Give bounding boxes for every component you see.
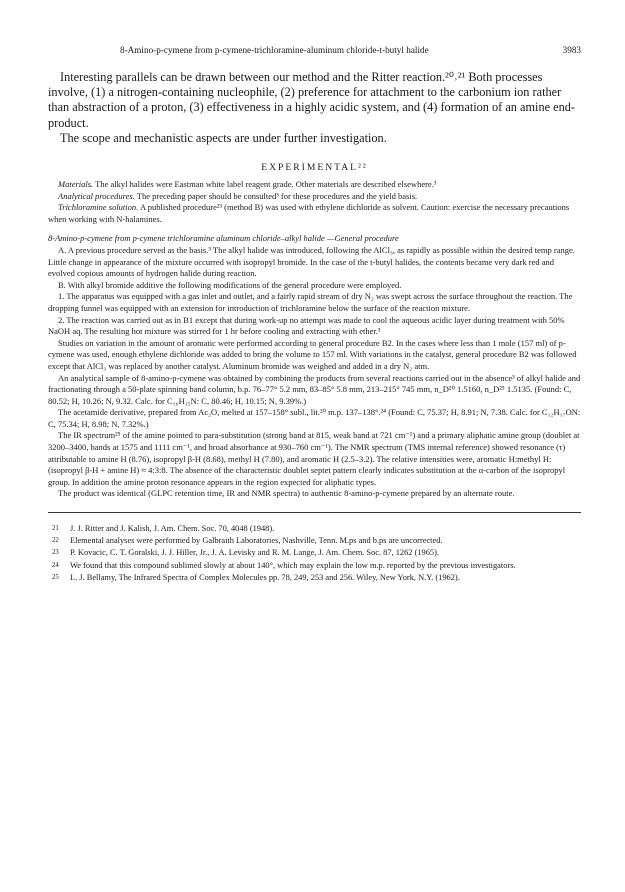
- intro-section: [48, 70, 581, 146]
- footnote: [48, 572, 581, 583]
- acetamide-paragraph: The acetamide derivative, prepared from Ac₂O, melted at 157–158° subl., lit.²⁰ m.p. 137–138°.²⁴ (Found: C, 75.37; H, 8.91; N, 7.38. Calc. for C₁₂H₁₇ON: C, 75.34; H, 8.98; N, 7.32%.): [48, 407, 581, 429]
- materials-label: Materials.: [58, 179, 94, 190]
- product-paragraph: The product was identical (GLPC retention time, IR and NMR spectra) to authentic 8-amino-p-cymene prepared by an alternate route.: [58, 488, 515, 499]
- footnote: [48, 535, 581, 546]
- procedure-b-paragraph: B. With alkyl bromide additive the following modifications of the general procedure were employed.: [58, 279, 402, 290]
- running-head: [48, 44, 581, 56]
- trichloramine-text: A published procedure²³ (method B) was used with ethylene dichloride as solvent. Caution: exercise the necessary precautions when working with N-halamines.: [48, 202, 570, 224]
- footnote: [48, 547, 581, 558]
- footnote-number: 21: [52, 525, 59, 533]
- studies-paragraph: Studies on variation in the amount of aromatic were performed according to general procedure B2. In the cases where less than 1 mole (157 ml) of p-cymene was used, enough ethylene dichloride was added to bring the volume to 157 ml. With variations in the catalyst, general procedure B2 was followed except that AlCl₃ was replaced by another catalyst. Aluminum bromide was weighed and added in a dry N₂ atm.: [48, 337, 577, 371]
- footnote-number: 23: [52, 549, 59, 557]
- experimental-section: [48, 179, 581, 500]
- materials-text: The alkyl halides were Eastman white label reagent grade. Other materials are described elsewhere.³: [93, 179, 437, 190]
- footnote-text: P. Kovacic, C. T. Goralski, J. J. Hiller, Jr., J. A. Levisky and R. M. Lange, J. Am. Chem. Soc. 87, 1262 (1965).: [70, 548, 439, 558]
- footnote-text: L. J. Bellamy, The Infrared Spectra of Complex Molecules pp. 78, 249, 253 and 256. Wiley, New York, N.Y. (1962).: [70, 572, 460, 582]
- procedure-subtitle: 8-Amino-p-cymene from p-cymene trichloramine aluminum chloride–alkyl halide —General procedure: [48, 233, 399, 244]
- section-gap: [48, 225, 581, 233]
- footnote: [48, 560, 581, 571]
- procedure-a-paragraph: A. A previous procedure served as the basis.³ The alkyl halide was introduced, following the AlCl₃, as rapidly as possible within the desired temp range. Little change in appearance of the mixture occurred with isopropyl bromide. In the case of the t-butyl halides, the contents became very dark red and evolved copious amounts of hydrogen halide during reaction.: [48, 244, 575, 279]
- trichloramine-label: Trichloramine solution.: [58, 202, 139, 213]
- analytical-text: The preceding paper should be consulted³ for these procedures and the yield basis.: [134, 190, 418, 201]
- materials-paragraph: [48, 179, 581, 191]
- footnote-text: J. J. Ritter and J. Kalish, J. Am. Chem. Soc. 70, 4048 (1948).: [70, 524, 275, 534]
- footnotes: [48, 523, 581, 583]
- procedure-b2-paragraph: 2. The reaction was carried out as in B1 except that during work-up no attempt was made to cool the aqueous acidic layer during treatment with 50% NaOH aq. The resulting hot mixture was stirred for 1 hr before cooling and extracting with ether.³: [48, 314, 565, 337]
- footnote-divider: [48, 512, 581, 513]
- analytical-sample-paragraph: An analytical sample of 8-amino-p-cymene was obtained by combining the products from several reactions carried out in the absence³ of alkyl halide and fractionating through a 50-plate spinning band column, b.p. 76–77° 5.2 mm, 83–85° 5.8 mm, 213–215° 745 mm, n_D²⁰ 1.5160, n_D²⁵ 1.5135. (Found: C, 80.52; H, 10.26; N, 9.32. Calc. for C₁₀H₁₅N: C, 80.46; H, 10.15; N, 9.39%.): [48, 372, 581, 406]
- procedure-b1-paragraph: 1. The apparatus was equipped with a gas inlet and outlet, and a fairly rapid stream of dry N₂ was swept across the surface throughout the reaction. The dropping funnel was equipped with an extension for introduction of trichloramine below the surface of the reaction mixture.: [48, 291, 573, 313]
- intro-paragraph-scope: The scope and mechanistic aspects are under further investigation.: [60, 130, 387, 145]
- ir-nmr-paragraph: The IR spectrum²⁵ of the amine pointed to para-substitution (strong band at 815, weak band at 721 cm⁻¹) and a primary aliphatic amine group (doublet at 3200–3400, bands at 1575 and 1111 cm⁻¹, and broad absorbance at 930–760 cm⁻¹). The NMR spectrum (TMS internal reference) showed resonance (τ) attributable to amine H (8.76), isopropyl β-H (8.68), methyl H (7.80), and aromatic H (2.5–3.2). The relative intensities were, aromatic H:methyl H:(isopropyl β-H + amine H) ≈ 4:3:8. The absence of the characteristic doublet septet pattern clearly indicates substitution at the α-carbon of the isopropyl group. In addition the amine proton resonance appears in the region expected for aliphatic types.: [48, 430, 580, 487]
- footnote-number: 22: [52, 537, 59, 545]
- analytical-paragraph: [48, 191, 581, 203]
- trichloramine-paragraph: [48, 202, 581, 225]
- footnote-number: 25: [52, 573, 59, 581]
- running-title: 8-Amino-p-cymene from p-cymene-trichloramine-aluminum chloride-t-butyl halide: [120, 45, 429, 55]
- page-number: 3983: [562, 45, 581, 55]
- intro-paragraph-ritter: Interesting parallels can be drawn between our method and the Ritter reaction.²⁰˒²¹ Both processes involve, (1) a nitrogen-containing nucleophile, (2) preference for attachment to the carbonium ion rather than abstraction of a proton, (3) effectiveness in a highly acidic system, and (4) formation of an amine end-product.: [48, 70, 576, 130]
- footnote-text: Elemental analyses were performed by Galbraith Laboratories, Nashville, Tenn. M.ps and b.ps are uncorrected.: [70, 536, 443, 546]
- experimental-heading: EXPERIMENTAL²²: [261, 162, 368, 174]
- footnote: [48, 523, 581, 534]
- footnote-number: 24: [52, 561, 59, 569]
- footnote-text: We found that this compound sublimed slowly at about 140°, which may explain the low m.p. reported by the previous investigators.: [70, 560, 516, 570]
- analytical-label: Analytical procedures.: [58, 190, 135, 201]
